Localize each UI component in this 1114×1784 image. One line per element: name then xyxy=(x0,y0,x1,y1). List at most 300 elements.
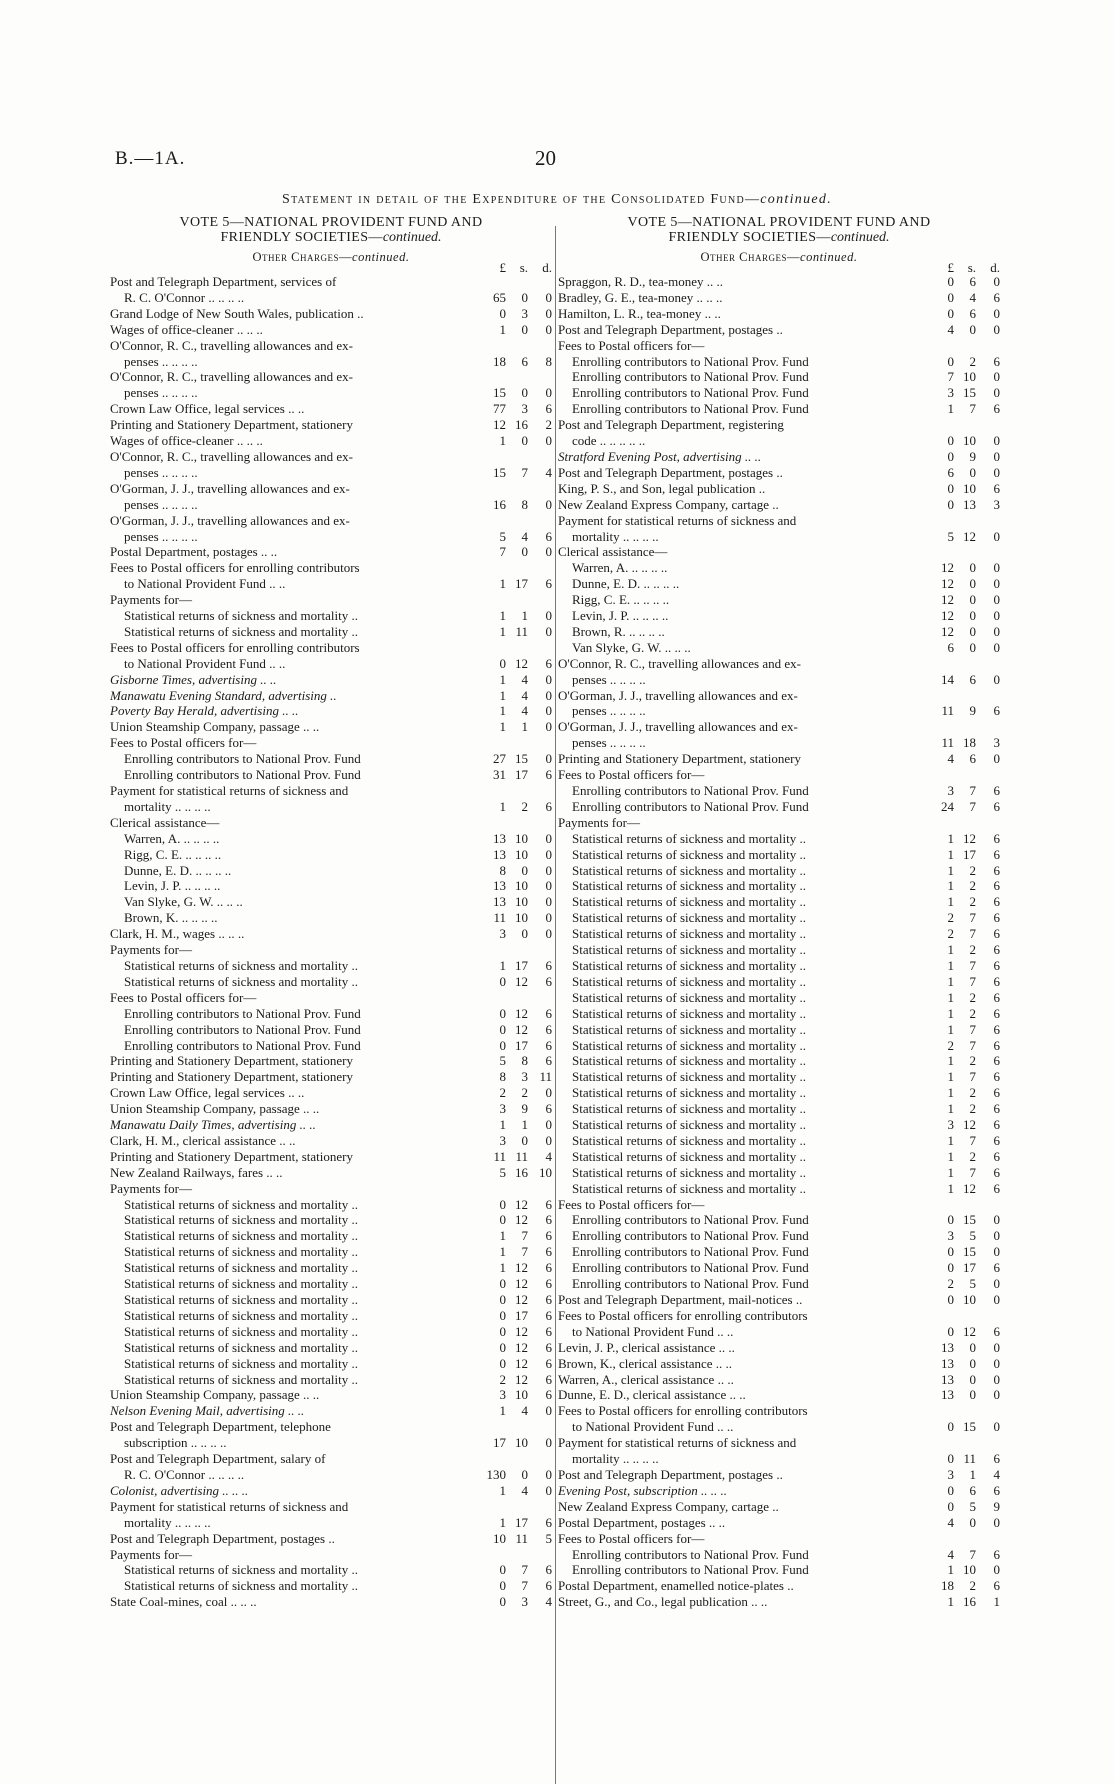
pounds-value: 0 xyxy=(499,1355,506,1371)
pounds-value xyxy=(920,1531,954,1547)
shillings-value: 4 xyxy=(521,687,528,703)
shillings-value xyxy=(506,481,528,497)
item-description: R. C. O'Connor .. .. .. .. xyxy=(124,1466,245,1482)
expenditure-row xyxy=(110,1085,552,1101)
pounds-value: 12 xyxy=(941,608,954,624)
pence-value: 0 xyxy=(993,1292,1000,1307)
pence-value: 0 xyxy=(993,1562,1000,1578)
expenditure-row xyxy=(110,1372,552,1388)
shillings-value: 2 xyxy=(969,1085,976,1101)
shillings-value: 0 xyxy=(969,639,976,655)
pence-value: 0 xyxy=(993,1514,1000,1530)
shillings-value: 10 xyxy=(963,433,976,449)
item-description: to National Provident Fund .. .. xyxy=(124,576,286,592)
shillings-value: 0 xyxy=(521,544,528,560)
column-divider xyxy=(555,226,556,1784)
shillings-value: 6 xyxy=(969,274,976,289)
item-description: Spraggon, R. D., tea-money .. .. xyxy=(558,274,724,289)
expenditure-row xyxy=(110,1547,552,1563)
pence-value xyxy=(528,783,552,799)
pounds-value xyxy=(472,369,506,385)
shillings-value: 1 xyxy=(521,719,528,735)
shillings-value: 2 xyxy=(969,1005,976,1021)
shillings-value: 17 xyxy=(963,1260,976,1276)
vote-heading-line2 xyxy=(558,230,1000,245)
expenditure-row xyxy=(558,1022,1000,1038)
pounds-value: 2 xyxy=(947,910,954,926)
pence-value: 0 xyxy=(545,1085,552,1101)
pence-value xyxy=(528,274,552,290)
pounds-value: 1 xyxy=(499,623,506,639)
pence-value: 6 xyxy=(993,1037,1000,1053)
pounds-value: 8 xyxy=(499,1069,506,1085)
expenditure-row xyxy=(558,513,1000,529)
expenditure-row xyxy=(558,910,1000,926)
pounds-value: 1 xyxy=(947,830,954,846)
expenditure-row xyxy=(558,974,1000,990)
item-description: Statistical returns of sickness and mortality .. xyxy=(124,1578,358,1594)
pounds-value: 1 xyxy=(947,1594,954,1610)
item-description: Post and Telegraph Department, registering xyxy=(558,417,784,433)
pounds-value: 0 xyxy=(947,448,954,464)
expenditure-row xyxy=(558,385,1000,401)
pence-value: 6 xyxy=(545,1307,552,1323)
pounds-header: £ xyxy=(947,260,954,275)
item-description: Manawatu Daily Times, advertising .. .. xyxy=(110,1117,316,1133)
item-description: mortality .. .. .. .. xyxy=(572,528,659,544)
pounds-value: 1 xyxy=(499,703,506,719)
shillings-value xyxy=(506,592,528,608)
pounds-value: 3 xyxy=(499,1387,506,1403)
expenditure-row xyxy=(110,513,552,529)
shillings-value xyxy=(954,417,976,433)
pence-value xyxy=(976,767,1000,783)
expenditure-row xyxy=(110,1244,552,1260)
expenditure-row xyxy=(110,1451,552,1467)
pounds-value: 3 xyxy=(499,1132,506,1148)
expenditure-row xyxy=(558,990,1000,1006)
item-description: Warren, A. .. .. .. .. xyxy=(572,560,668,576)
pence-value: 6 xyxy=(545,1021,552,1037)
item-description: Warren, A., clerical assistance .. .. xyxy=(558,1371,734,1387)
shillings-value: 12 xyxy=(515,1212,528,1228)
statement-title-text: Statement in detail of the Expenditure of the Consolidated Fund— xyxy=(281,192,761,207)
shillings-value: 2 xyxy=(969,942,976,958)
shillings-value xyxy=(506,815,528,831)
expenditure-row xyxy=(110,1165,552,1181)
pounds-value: 0 xyxy=(947,1260,954,1276)
expenditure-row xyxy=(558,1547,1000,1563)
pounds-value: 0 xyxy=(947,496,954,512)
expenditure-row xyxy=(558,354,1000,370)
pounds-value xyxy=(472,783,506,799)
shillings-value xyxy=(954,513,976,529)
expenditure-row xyxy=(558,529,1000,545)
shillings-value: 17 xyxy=(515,1037,528,1053)
item-description: Enrolling contributors to National Prov. Fund xyxy=(572,783,809,798)
item-description: to National Provident Fund .. .. xyxy=(124,655,286,671)
pounds-value: 77 xyxy=(493,401,506,417)
pounds-value: 0 xyxy=(499,1037,506,1053)
pence-value: 6 xyxy=(993,703,1000,719)
pounds-value xyxy=(920,688,954,704)
pence-value: 6 xyxy=(993,942,1000,958)
pounds-value: 2 xyxy=(499,1371,506,1387)
pounds-value: 0 xyxy=(947,480,954,496)
pence-value: 0 xyxy=(993,671,1000,687)
pence-value: 6 xyxy=(993,1546,1000,1562)
pounds-value: 4 xyxy=(947,751,954,767)
pence-value: 0 xyxy=(545,830,552,846)
item-description: Manawatu Evening Standard, advertising .. xyxy=(110,687,337,703)
pounds-value xyxy=(472,1419,506,1435)
shillings-value: 10 xyxy=(963,480,976,496)
pence-value: 10 xyxy=(539,1164,552,1180)
pounds-value xyxy=(472,735,506,751)
shillings-value: 5 xyxy=(969,1276,976,1292)
pence-value xyxy=(528,1547,552,1563)
expenditure-row xyxy=(558,1165,1000,1181)
shillings-value: 0 xyxy=(521,289,528,305)
subheading-text: Other Charges— xyxy=(252,250,353,264)
item-description: penses .. .. .. .. xyxy=(124,496,198,512)
pounds-value: 1 xyxy=(947,878,954,894)
shillings-value: 1 xyxy=(969,1466,976,1482)
pounds-value: 1 xyxy=(947,862,954,878)
pence-value: 3 xyxy=(993,496,1000,512)
pence-value: 5 xyxy=(545,1530,552,1546)
item-description: Enrolling contributors to National Prov. Fund xyxy=(572,353,809,369)
pence-value xyxy=(976,1403,1000,1419)
pounds-value xyxy=(472,449,506,465)
pence-value: 6 xyxy=(545,1339,552,1355)
expenditure-row xyxy=(110,1212,552,1228)
expenditure-row xyxy=(558,1451,1000,1467)
expenditure-row xyxy=(558,926,1000,942)
pence-value: 6 xyxy=(993,846,1000,862)
pence-value: 0 xyxy=(993,448,1000,464)
shillings-value: 10 xyxy=(963,1292,976,1307)
vote-heading-continued: continued. xyxy=(382,230,442,245)
pence-value: 6 xyxy=(545,1005,552,1021)
item-description: Statistical returns of sickness and mortality .. xyxy=(124,1196,358,1212)
pounds-value: 1 xyxy=(947,1148,954,1164)
expenditure-row xyxy=(558,894,1000,910)
shillings-value: 10 xyxy=(963,1562,976,1578)
pounds-value: 16 xyxy=(493,496,506,512)
pence-value: 2 xyxy=(545,417,552,433)
shillings-value: 15 xyxy=(963,1419,976,1435)
shillings-value: 6 xyxy=(521,353,528,369)
shillings-value: 16 xyxy=(963,1594,976,1610)
expenditure-row xyxy=(110,497,552,513)
pounds-value: 1 xyxy=(947,957,954,973)
shillings-header: s. xyxy=(967,260,976,275)
expenditure-row xyxy=(558,1228,1000,1244)
shillings-value: 2 xyxy=(521,798,528,814)
expenditure-row xyxy=(110,926,552,942)
expenditure-row xyxy=(110,465,552,481)
item-description: Street, G., and Co., legal publication .. .. xyxy=(558,1594,768,1610)
pence-value: 0 xyxy=(993,1355,1000,1371)
expenditure-row xyxy=(110,1403,552,1419)
expenditure-row xyxy=(558,1435,1000,1451)
pence-value: 0 xyxy=(545,1482,552,1498)
pence-value: 6 xyxy=(545,798,552,814)
vote-heading-continued: continued. xyxy=(830,230,890,245)
shillings-value: 2 xyxy=(969,1578,976,1594)
item-description: Statistical returns of sickness and mortality .. xyxy=(124,1355,358,1371)
shillings-value: 12 xyxy=(515,1292,528,1307)
pounds-value xyxy=(920,544,954,560)
item-description: Printing and Stationery Department, stationery xyxy=(110,417,353,433)
pounds-value: 12 xyxy=(493,417,506,433)
expenditure-row xyxy=(558,1324,1000,1340)
expenditure-row xyxy=(558,1181,1000,1197)
subheading-text: Other Charges— xyxy=(700,250,801,264)
pence-value: 0 xyxy=(993,1244,1000,1260)
pence-value: 0 xyxy=(993,464,1000,480)
item-description: Payments for— xyxy=(110,592,192,608)
pounds-value: 1 xyxy=(947,942,954,958)
shillings-value: 16 xyxy=(515,1164,528,1180)
item-description: Statistical returns of sickness and mortality .. xyxy=(572,957,806,973)
shillings-value: 10 xyxy=(515,830,528,846)
item-description: Payments for— xyxy=(110,1180,192,1196)
expenditure-row xyxy=(110,1117,552,1133)
pounds-value: 5 xyxy=(499,1164,506,1180)
expenditure-row xyxy=(558,1133,1000,1149)
expenditure-row xyxy=(558,783,1000,799)
pounds-value: 14 xyxy=(941,671,954,687)
pounds-value xyxy=(472,990,506,1006)
pence-value: 0 xyxy=(545,926,552,942)
pence-value: 0 xyxy=(545,719,552,735)
expenditure-row xyxy=(110,354,552,370)
pence-value: 6 xyxy=(545,1212,552,1228)
shillings-value: 9 xyxy=(969,448,976,464)
pence-value: 6 xyxy=(545,1228,552,1244)
pence-header: d. xyxy=(542,260,552,275)
expenditure-row xyxy=(110,751,552,767)
expenditure-row xyxy=(110,1419,552,1435)
pounds-value: 1 xyxy=(499,671,506,687)
item-description: Union Steamship Company, passage .. .. xyxy=(110,719,320,735)
shillings-value xyxy=(506,990,528,1006)
item-description: Statistical returns of sickness and mortality .. xyxy=(124,623,358,639)
pence-value: 6 xyxy=(993,1164,1000,1180)
item-description: Brown, K. .. .. .. .. xyxy=(124,910,218,926)
pence-value: 0 xyxy=(993,274,1000,289)
pence-value: 6 xyxy=(993,1451,1000,1467)
item-description: Statistical returns of sickness and mortality .. xyxy=(572,1005,806,1021)
expenditure-row xyxy=(558,815,1000,831)
expenditure-row xyxy=(558,1340,1000,1356)
expenditure-row xyxy=(110,878,552,894)
pounds-value: 1 xyxy=(947,1101,954,1117)
expenditure-row xyxy=(110,1197,552,1213)
pounds-value: 1 xyxy=(499,1260,506,1276)
shillings-value: 12 xyxy=(963,1180,976,1196)
pence-value: 6 xyxy=(993,830,1000,846)
pence-value: 0 xyxy=(545,846,552,862)
pounds-value: 0 xyxy=(499,1307,506,1323)
pence-value: 0 xyxy=(545,1466,552,1482)
vote-heading xyxy=(110,215,552,245)
expenditure-row xyxy=(110,1292,552,1308)
shillings-value: 7 xyxy=(521,1228,528,1244)
expenditure-row xyxy=(558,1006,1000,1022)
pence-value: 6 xyxy=(545,1101,552,1117)
item-description: Statistical returns of sickness and mortality .. xyxy=(124,1562,358,1578)
item-description: penses .. .. .. .. xyxy=(124,528,198,544)
pence-value: 6 xyxy=(993,973,1000,989)
pounds-value: 1 xyxy=(499,608,506,624)
expenditure-row xyxy=(110,1276,552,1292)
shillings-value: 10 xyxy=(515,1435,528,1451)
item-description: Statistical returns of sickness and mortality .. xyxy=(572,926,806,942)
item-description: Bradley, G. E., tea-money .. .. .. xyxy=(558,289,723,305)
vote-heading-line2 xyxy=(110,230,552,245)
expenditure-row xyxy=(110,1308,552,1324)
pounds-value: 130 xyxy=(486,1466,506,1482)
shillings-value xyxy=(954,1403,976,1419)
expenditure-row xyxy=(558,1244,1000,1260)
shillings-value: 6 xyxy=(969,305,976,321)
pence-value: 6 xyxy=(993,1053,1000,1069)
shillings-value: 9 xyxy=(521,1101,528,1117)
pence-value: 0 xyxy=(993,1339,1000,1355)
shillings-value: 0 xyxy=(969,608,976,624)
expenditure-row xyxy=(110,656,552,672)
shillings-value xyxy=(954,815,976,831)
shillings-value: 12 xyxy=(515,655,528,671)
expenditure-row xyxy=(558,608,1000,624)
pence-value: 0 xyxy=(993,751,1000,767)
item-description: Stratford Evening Post, advertising .. .. xyxy=(558,448,762,464)
item-description: Fees to Postal officers for— xyxy=(558,1530,705,1546)
pence-value xyxy=(528,449,552,465)
shillings-value xyxy=(506,1181,528,1197)
item-description: Hamilton, L. R., tea-money .. .. xyxy=(558,305,721,321)
shillings-value: 7 xyxy=(969,1021,976,1037)
pounds-value xyxy=(920,1435,954,1451)
expenditure-row xyxy=(110,910,552,926)
item-description: Crown Law Office, legal services .. .. xyxy=(110,1085,305,1101)
pounds-value: 3 xyxy=(947,385,954,401)
pounds-value: 0 xyxy=(947,1323,954,1339)
pence-value: 0 xyxy=(545,1117,552,1133)
shillings-value xyxy=(506,560,528,576)
pounds-value: 12 xyxy=(941,576,954,592)
item-description: Fees to Postal officers for— xyxy=(558,337,705,353)
pence-value: 0 xyxy=(993,1419,1000,1435)
pence-value xyxy=(976,815,1000,831)
item-description: Enrolling contributors to National Prov. Fund xyxy=(572,385,809,401)
pounds-value: 17 xyxy=(493,1435,506,1451)
item-description: Rigg, C. E. .. .. .. .. xyxy=(572,592,670,608)
item-description: New Zealand Railways, fares .. .. xyxy=(110,1164,283,1180)
pounds-value: 27 xyxy=(493,751,506,767)
pence-value: 0 xyxy=(993,560,1000,576)
item-description: Postal Department, postages .. .. xyxy=(558,1514,726,1530)
pounds-value: 1 xyxy=(499,321,506,337)
item-description: Printing and Stationery Department, stationery xyxy=(558,751,801,767)
pence-value xyxy=(976,656,1000,672)
pounds-value: 1 xyxy=(499,687,506,703)
pence-value: 6 xyxy=(993,1260,1000,1276)
vote-heading-line2-text: FRIENDLY SOCIETIES— xyxy=(668,230,831,245)
shillings-value: 3 xyxy=(521,401,528,417)
item-description: Statistical returns of sickness and mortality .. xyxy=(124,1260,358,1276)
subheading-continued: continued. xyxy=(800,250,858,264)
shillings-value xyxy=(506,513,528,529)
item-description: Statistical returns of sickness and mortality .. xyxy=(572,989,806,1005)
shillings-value: 12 xyxy=(515,973,528,989)
expenditure-row xyxy=(110,894,552,910)
pence-value: 6 xyxy=(545,1562,552,1578)
item-description: Enrolling contributors to National Prov. Fund xyxy=(572,401,809,417)
pounds-value: 12 xyxy=(941,623,954,639)
pence-value: 6 xyxy=(993,353,1000,369)
pounds-value: 0 xyxy=(499,1212,506,1228)
pounds-value: 1 xyxy=(499,1244,506,1260)
shillings-value: 0 xyxy=(969,1514,976,1530)
expenditure-row xyxy=(110,1387,552,1403)
pence-value xyxy=(976,513,1000,529)
document-reference: B.—1A. xyxy=(115,148,186,169)
item-description: to National Provident Fund .. .. xyxy=(572,1323,734,1339)
shillings-value: 10 xyxy=(515,878,528,894)
shillings-value: 12 xyxy=(515,1196,528,1212)
shillings-value: 7 xyxy=(969,401,976,417)
pence-value: 8 xyxy=(545,353,552,369)
pounds-value: 4 xyxy=(947,1514,954,1530)
pence-value: 6 xyxy=(993,1117,1000,1133)
item-description: Van Slyke, G. W. .. .. .. xyxy=(572,639,691,655)
expenditure-row xyxy=(558,1531,1000,1547)
pence-value: 6 xyxy=(545,576,552,592)
pounds-value xyxy=(472,592,506,608)
item-description: Levin, J. P., clerical assistance .. .. xyxy=(558,1339,735,1355)
shillings-value xyxy=(954,688,976,704)
pounds-value: 2 xyxy=(947,1276,954,1292)
pounds-value: 1 xyxy=(947,989,954,1005)
item-description: Fees to Postal officers for enrolling contributors xyxy=(110,560,360,576)
pence-value: 6 xyxy=(993,910,1000,926)
pounds-value: 0 xyxy=(499,1292,506,1307)
shillings-value: 7 xyxy=(969,1164,976,1180)
pounds-value: 11 xyxy=(941,735,954,751)
pence-value: 0 xyxy=(545,385,552,401)
item-description: Fees to Postal officers for— xyxy=(558,767,705,783)
expenditure-row xyxy=(110,990,552,1006)
shillings-value: 8 xyxy=(521,1053,528,1069)
pence-value: 0 xyxy=(545,671,552,687)
shillings-value: 7 xyxy=(969,1546,976,1562)
pounds-value: 3 xyxy=(499,1101,506,1117)
shillings-value: 15 xyxy=(515,751,528,767)
pence-value xyxy=(976,688,1000,704)
shillings-value: 0 xyxy=(521,321,528,337)
pence-value: 0 xyxy=(545,544,552,560)
item-description: Statistical returns of sickness and mortality .. xyxy=(572,1021,806,1037)
expenditure-row xyxy=(558,1212,1000,1228)
currency-header xyxy=(558,262,1000,274)
expenditure-row xyxy=(110,1038,552,1054)
item-description: Statistical returns of sickness and mortality .. xyxy=(572,1132,806,1148)
item-description: Printing and Stationery Department, stationery xyxy=(110,1053,353,1069)
